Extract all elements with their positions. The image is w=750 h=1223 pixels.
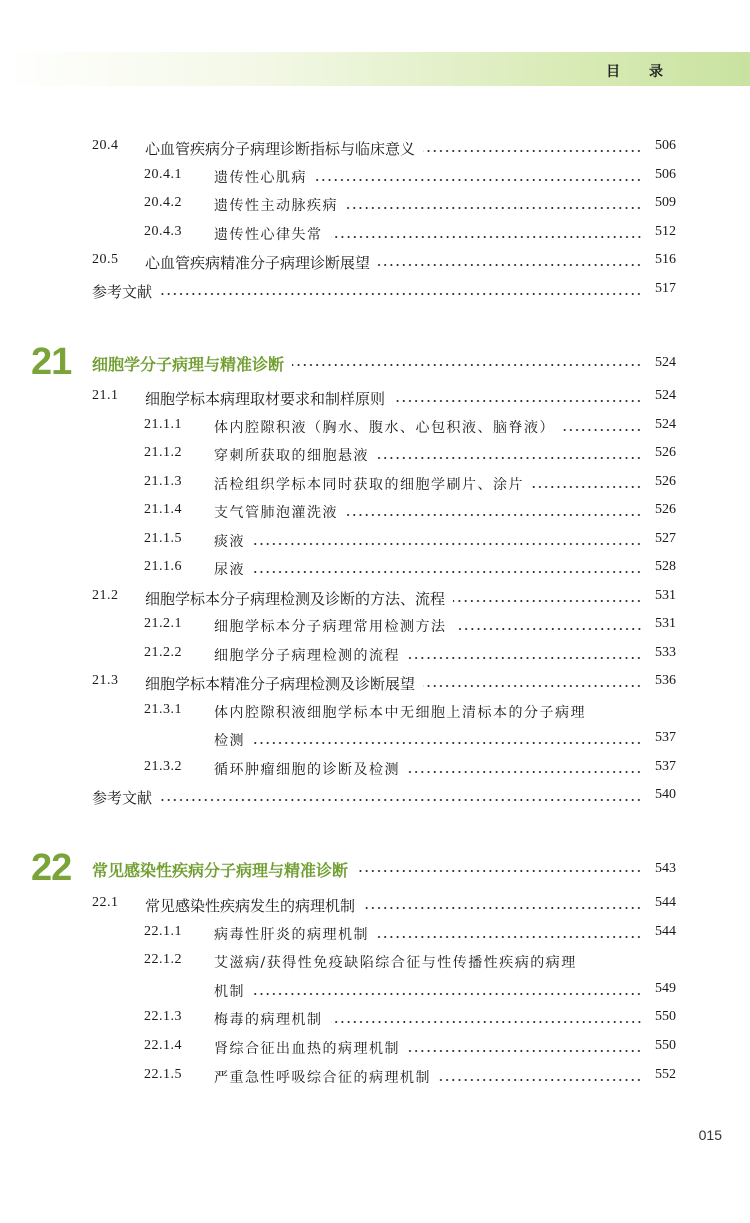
page-number: 531 — [655, 587, 676, 603]
toc-entry[interactable] — [0, 1009, 750, 1033]
dot-leader — [363, 907, 642, 909]
dot-leader — [423, 150, 642, 152]
chapter-21-heading[interactable] — [0, 342, 750, 382]
dot-leader — [253, 543, 642, 545]
chapter-22-heading[interactable] — [0, 848, 750, 888]
toc-entry[interactable] — [0, 502, 750, 526]
section-number: 22.1.5 — [144, 1066, 182, 1082]
section-title: 艾滋病/获得性免疫缺陷综合征与性传播性疾病的病理 — [214, 955, 577, 972]
section-number: 20.4 — [92, 138, 119, 153]
page-number: 550 — [655, 1038, 676, 1053]
section-number: 20.4.3 — [144, 223, 182, 239]
page-number: 512 — [655, 223, 676, 239]
page-number: 524 — [655, 416, 676, 432]
page-number: 015 — [698, 1127, 722, 1143]
toc-entry[interactable] — [0, 388, 750, 412]
toc-entry[interactable] — [0, 759, 750, 783]
toc-entry[interactable] — [0, 895, 750, 919]
section-title: 循环肿瘤细胞的诊断及检测 — [214, 761, 400, 778]
section-number: 21.1.6 — [144, 559, 182, 574]
toc-entry-continuation[interactable] — [0, 730, 750, 754]
page-number: 533 — [655, 644, 676, 660]
section-number: 21.2.1 — [144, 616, 182, 631]
section-number: 22.1.4 — [144, 1038, 182, 1053]
section-title: 支气管肺泡灌洗液 — [214, 505, 338, 521]
toc-entry[interactable] — [0, 474, 750, 498]
toc-entry[interactable] — [0, 1038, 750, 1062]
section-title: 体内腔隙积液细胞学标本中无细胞上清标本的分子病理 — [214, 704, 586, 721]
page-number: 552 — [655, 1066, 676, 1082]
dot-leader — [356, 870, 642, 872]
dot-leader — [331, 236, 643, 238]
toc-entry[interactable] — [0, 445, 750, 469]
toc-entry[interactable] — [0, 167, 750, 191]
section-number: 21.1 — [92, 388, 119, 403]
page-number: 531 — [655, 616, 676, 631]
dot-leader — [315, 179, 642, 181]
section-title: 活检组织学标本同时获取的细胞学刷片、涂片 — [214, 476, 524, 493]
dot-leader — [331, 1021, 643, 1023]
section-title: 遗传性心肌病 — [214, 169, 307, 186]
dot-leader — [346, 514, 642, 516]
section-title: 梅毒的病理机制 — [214, 1012, 323, 1029]
toc-entry[interactable] — [0, 1067, 750, 1091]
running-header-title: 目 录 — [606, 64, 675, 80]
toc-entry[interactable] — [0, 645, 750, 669]
section-title: 常见感染性疾病发生的病理机制 — [145, 897, 356, 915]
dot-leader — [563, 429, 642, 431]
toc-entry[interactable] — [0, 281, 750, 305]
section-number: 21.3 — [92, 673, 119, 688]
section-title: 细胞学标本分子病理检测及诊断的方法、流程 — [145, 589, 446, 608]
toc-entry[interactable] — [0, 702, 750, 726]
section-number: 21.1.4 — [144, 502, 182, 517]
section-number: 21.1.2 — [144, 445, 182, 460]
page-number: 550 — [655, 1009, 676, 1025]
section-title: 严重急性呼吸综合征的病理机制 — [214, 1069, 431, 1086]
page-number: 526 — [655, 445, 676, 460]
section-title: 细胞学标本病理取材要求和制样原则 — [145, 390, 386, 408]
chapter-number: 22 — [31, 847, 72, 889]
chapter-number: 21 — [31, 341, 72, 383]
chapter-title: 常见感染性疾病分子病理与精准诊断 — [92, 861, 349, 880]
dot-leader — [393, 400, 642, 402]
section-title: 病毒性肝炎的病理机制 — [214, 926, 369, 943]
section-number: 21.3.1 — [144, 701, 182, 717]
section-title-continuation: 检测 — [214, 733, 245, 749]
dot-leader — [453, 600, 642, 602]
section-title: 细胞学分子病理检测的流程 — [214, 647, 400, 664]
section-title: 遗传性心律失常 — [214, 226, 323, 243]
section-number: 20.4.2 — [144, 195, 182, 211]
page-number: 536 — [655, 673, 676, 688]
section-number: 21.3.2 — [144, 758, 182, 774]
section-number: 22.1.2 — [144, 952, 182, 968]
section-title: 细胞学标本精准分子病理检测及诊断展望 — [145, 675, 416, 693]
section-title: 痰液 — [214, 533, 245, 550]
dot-leader — [408, 657, 642, 659]
toc-entry[interactable] — [0, 531, 750, 555]
toc-entry[interactable] — [0, 417, 750, 441]
section-title: 体内腔隙积液（胸水、腹水、心包积液、脑脊液） — [214, 419, 555, 436]
toc-entry-continuation[interactable] — [0, 981, 750, 1005]
dot-leader — [532, 486, 642, 488]
section-title: 尿液 — [214, 562, 245, 578]
section-number: 21.1.1 — [144, 416, 182, 432]
page-number: 524 — [655, 388, 676, 403]
chapter-page-number: 543 — [655, 861, 676, 876]
page-number: 537 — [655, 758, 676, 774]
section-title: 穿刺所获取的细胞悬液 — [214, 448, 369, 464]
section-number: 21.1.5 — [144, 530, 182, 546]
dot-leader — [253, 993, 642, 995]
dot-leader — [439, 1079, 642, 1081]
dot-leader — [253, 571, 642, 573]
dot-leader — [455, 628, 643, 630]
section-title: 心血管疾病精准分子病理诊断展望 — [145, 254, 371, 273]
page-number: 509 — [655, 195, 676, 211]
dot-leader — [253, 742, 642, 744]
page-number: 506 — [655, 166, 676, 182]
page-number: 540 — [655, 787, 676, 802]
toc-entry[interactable] — [0, 224, 750, 248]
section-number: 21.1.3 — [144, 473, 182, 489]
toc-entry[interactable] — [0, 559, 750, 583]
dot-leader — [160, 293, 642, 295]
section-title: 细胞学标本分子病理常用检测方法 — [214, 619, 447, 635]
dot-leader — [292, 364, 642, 366]
toc-entry[interactable] — [0, 924, 750, 948]
section-number: 21.2.2 — [144, 644, 182, 660]
dot-leader — [408, 771, 642, 773]
page-number: 516 — [655, 252, 676, 268]
dot-leader — [408, 1050, 642, 1052]
dot-leader — [378, 264, 642, 266]
section-number: 22.1.3 — [144, 1009, 182, 1025]
section-title: 参考文献 — [92, 789, 153, 807]
toc-entry[interactable] — [0, 673, 750, 697]
dot-leader — [423, 685, 642, 687]
dot-leader — [377, 936, 642, 938]
page-number: 506 — [655, 138, 676, 153]
page-number: 537 — [655, 730, 676, 745]
section-number: 22.1 — [92, 895, 119, 910]
section-title: 遗传性主动脉疾病 — [214, 198, 338, 215]
page-number: 527 — [655, 530, 676, 546]
section-title: 心血管疾病分子病理诊断指标与临床意义 — [145, 140, 416, 158]
section-title-continuation: 机制 — [214, 983, 245, 1000]
toc-entry[interactable] — [0, 138, 750, 162]
toc-entry[interactable] — [0, 195, 750, 219]
toc-entry[interactable] — [0, 252, 750, 276]
page-number: 526 — [655, 502, 676, 517]
page-number: 526 — [655, 473, 676, 489]
page-number: 544 — [655, 923, 676, 939]
toc-entry[interactable] — [0, 952, 750, 976]
page-number: 517 — [655, 281, 676, 296]
section-number: 21.2 — [92, 587, 119, 603]
chapter-page-number: 524 — [655, 355, 676, 370]
section-title: 肾综合征出血热的病理机制 — [214, 1041, 400, 1057]
section-number: 22.1.1 — [144, 923, 182, 939]
dot-leader — [377, 457, 642, 459]
toc-entry[interactable] — [0, 588, 750, 612]
section-number: 20.5 — [92, 252, 119, 268]
section-number: 20.4.1 — [144, 166, 182, 182]
page-number: 549 — [655, 980, 676, 996]
dot-leader — [346, 207, 642, 209]
page-number: 528 — [655, 559, 676, 574]
section-title: 参考文献 — [92, 283, 153, 301]
chapter-title: 细胞学分子病理与精准诊断 — [92, 355, 285, 374]
toc-entry[interactable] — [0, 616, 750, 640]
page-number: 544 — [655, 895, 676, 910]
dot-leader — [160, 799, 642, 801]
toc-entry[interactable] — [0, 787, 750, 811]
